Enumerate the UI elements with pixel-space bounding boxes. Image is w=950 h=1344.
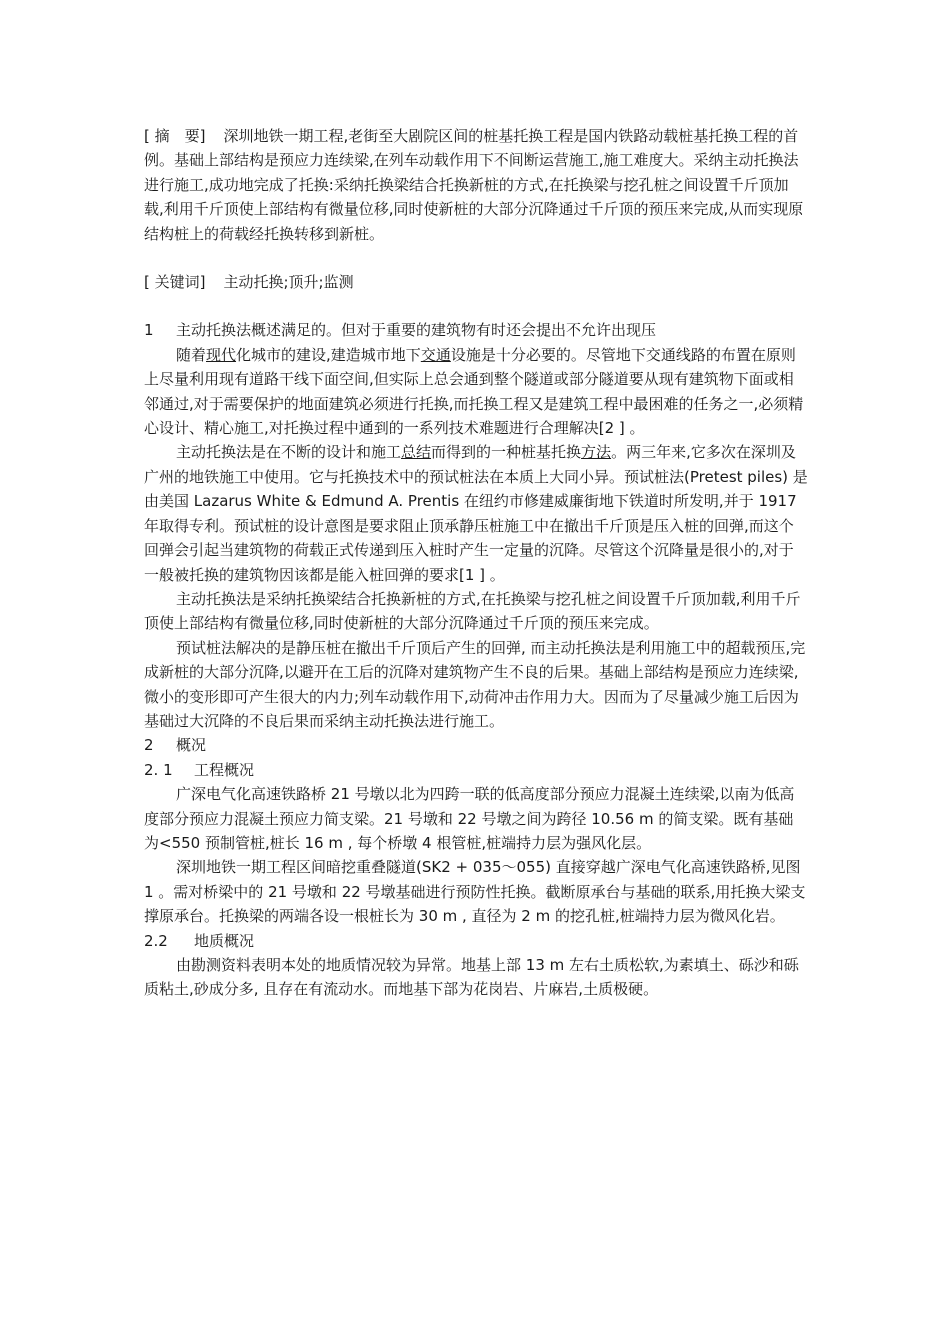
section-1-number: 1 (144, 321, 154, 340)
link-zongjie[interactable]: 总结 (401, 443, 432, 462)
section-2-title: 概况 (176, 736, 207, 755)
abstract-tag: [ 摘 要] (144, 127, 206, 145)
section-2-1-heading (144, 758, 808, 782)
section-1-paragraph-4: 预试桩法解决的是静压桩在撤出千斤顶后产生的回弹, 而主动托换法是利用施工中的超载预压,完成新桩的大部分沉降,以避开在工后的沉降对建筑物产生不良的后果。基础上部结构是预应力连续梁,微小的变形即可产生很大的内力;列车动载作用下,动荷冲击作用力大。因而为了尽量减少施工后因为基础过大沉降的不良后果而采纳主动托换法进行施工。 (144, 638, 806, 730)
section-2-2-number: 2.2 (144, 931, 168, 950)
text-run: 化城市的建设,建造城市地下 (236, 345, 421, 364)
link-fangfa[interactable]: 方法 (581, 443, 612, 462)
section-2-1-paragraph-1: 广深电气化高速铁路桥 21 号墩以北为四跨一联的低高度部分预应力混凝土连续梁,以南为低高度部分预应力混凝土预应力简支梁。21 号墩和 22 号墩之间为跨径 10.56 m 的简支梁。既有基础为<550 预制管桩,桩长 16 m , 每个桥墩 4 根管桩,桩端持力层为强风化层。 (144, 785, 795, 852)
section-2-1-number: 2. 1 (144, 760, 173, 779)
section-1-heading (144, 318, 808, 342)
text-run: 。两三年来,它多次在深圳及广州的地铁施工中使用。它与托换技术中的预试桩法在本质上大同小异。预试桩法(Pretest piles) 是由美国 Lazarus White & Edmund A. Prentis 在纽约市修建威廉街地下铁道时所发明,并于 1917 年取得专利。预试桩的设计意图是要求阻止顶承静压桩施工中在撤出千斤顶是压入桩的回弹,而这个回弹会引起当建筑物的荷载正式传递到压入桩时产生一定量的沉降。尽管这个沉降量是很小的,对于一般被托换的建筑物因该都是能入桩回弹的要求[1 ] 。 (144, 443, 808, 584)
text-run: 主动托换法是在不断的设计和施工 (176, 443, 402, 462)
section-2-number: 2 (144, 736, 154, 755)
section-1-paragraph-3: 主动托换法是采纳托换梁结合托换新桩的方式,在托换梁与挖孔桩之间设置千斤顶加载,利用千斤顶使上部结构有微量位移,同时使新桩的大部分沉降通过千斤顶的预压来完成。 (144, 589, 801, 633)
abstract-paragraph (144, 124, 808, 246)
section-2-1-title: 工程概况 (194, 760, 255, 779)
section-1-title: 主动托换法概述满足的。但对于重要的建筑物有时还会提出不允许出现压 (176, 321, 657, 340)
keywords-paragraph (144, 270, 808, 294)
text-run: 而得到的一种桩基托换 (431, 443, 582, 462)
link-xiandai[interactable]: 现代 (206, 345, 237, 364)
section-2-1-paragraph-2: 深圳地铁一期工程区间暗挖重叠隧道(SK2 + 035～055) 直接穿越广深电气化高速铁路桥,见图 1 。需对桥梁中的 21 号墩和 22 号墩基础进行预防性托换。截断原承台与基础的联系,用托换大梁支撑原承台。托换梁的两端各设一根桩长为 30 m , 直径为 2 m 的挖孔桩,桩端持力层为微风化岩。 (144, 858, 806, 926)
keywords-tag: [ 关键词] (144, 273, 206, 292)
section-1-paragraph-2 (144, 440, 808, 586)
section-2-2-heading (144, 929, 808, 953)
text-run: 随着 (176, 345, 207, 364)
keywords-text: 主动托换;顶升;监测 (223, 273, 354, 292)
section-2-heading (144, 733, 808, 757)
link-jiaotong[interactable]: 交通 (420, 345, 451, 364)
section-1-paragraph-1 (144, 343, 808, 441)
abstract-text: 深圳地铁一期工程,老街至大剧院区间的桩基托换工程是国内铁路动载桩基托换工程的首例。基础上部结构是预应力连续梁,在列车动载作用下不间断运营施工,施工难度大。采纳主动托换法进行施工,成功地完成了托换:采纳托换梁结合托换新桩的方式,在托换梁与挖孔桩之间设置千斤顶加载,利用千斤顶使上部结构有微量位移,同时使新桩的大部分沉降通过千斤顶的预压来完成,从而实现原结构桩上的荷载经托换转移到新桩。 (144, 127, 804, 243)
document-body (144, 124, 808, 1002)
section-2-2-title: 地质概况 (194, 931, 255, 950)
section-2-2-paragraph-1: 由勘测资料表明本处的地质情况较为异常。地基上部 13 m 左右土质松软,为素填土、砾沙和砾质粘土,砂成分多, 且存在有流动水。而地基下部为花岗岩、片麻岩,土质极硬。 (144, 956, 799, 999)
text-run: 设施是十分必要的。尽管地下交通线路的布置在原则上尽量利用现有道路干线下面空间,但实际上总会通到整个隧道或部分隧道要从现有建筑物下面或相邻通过,对于需要保护的地面建筑必须进行托换,而托换工程又是建筑工程中最困难的任务之一,必须精心设计、精心施工,对托换过程中通到的一系列技术难题进行合理解决[2 ] 。 (144, 345, 804, 438)
